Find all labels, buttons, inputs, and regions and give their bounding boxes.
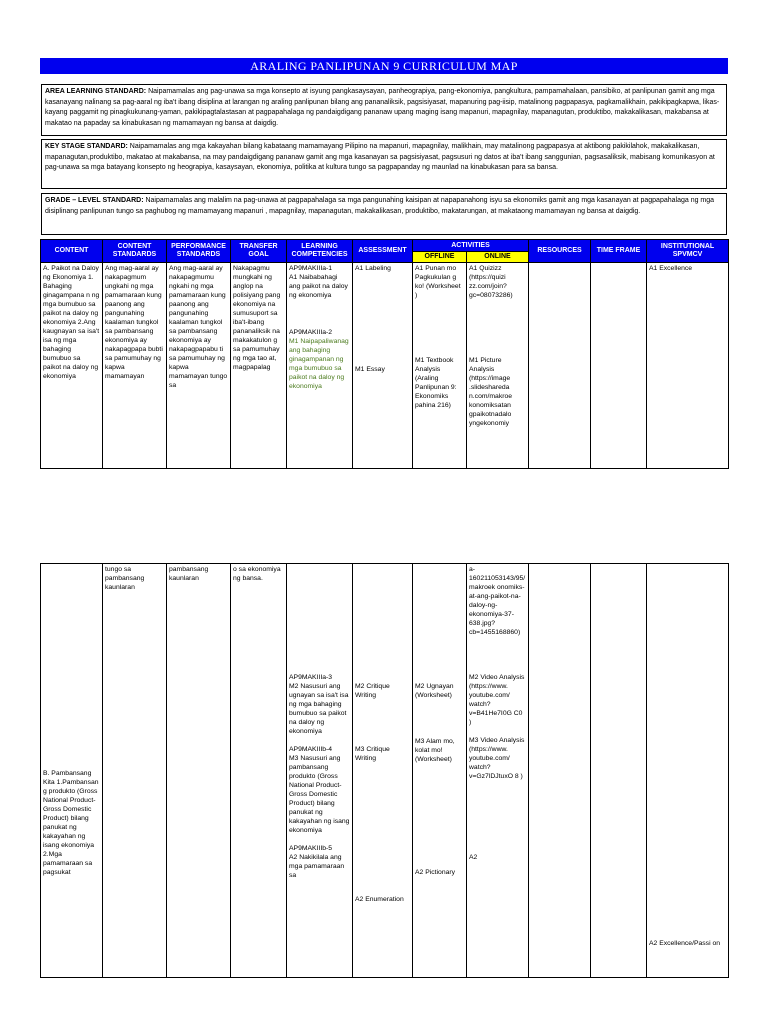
cell-offline (413, 564, 467, 978)
key-stage-standard (41, 139, 727, 189)
offline-activity: A1 Punan mo Pagkukulan g ko! (Worksheet ) (415, 265, 461, 299)
online-activity: A2 (469, 854, 478, 861)
institutional-value: A2 Excellence/Passi on (649, 940, 721, 947)
lc-text: M1 Naipapaliwanag ang bahaging ginagampanan ng mga bumubuo sa paikot na daloy ng ekonomiya (289, 338, 349, 390)
lc-text: A2 Nakikilala ang mga pamamaraan sa (289, 854, 345, 879)
lc-code: AP9MAKIIIa-1 (289, 265, 333, 272)
cell-performance-standards: Ang mag-aaral ay nakapagmumu ngkahi ng mga pamamaraan kung paanong ang pangunahing kaalaman tungkol sa pambansang ekonomiya ay nakapagpapabu ti sa pamumuhay ng kapwa mamamayan tungo sa (167, 263, 231, 469)
header-online: ONLINE (467, 252, 529, 263)
grade-level-text: Naipamamalas ang malalim na pag-unawa at pagpapahalaga sa mga pangunahing kaisipan at napapanahong isyu sa ekonomiks gamit ang mga kasanayan at pagpapahalaga ng mga disiplinang panlipunan tungo sa paghubog ng mamamayang mapanuri , mapagnilay, mapanagutan, makakalikasan, produktibo, makatarungan, at makataong mamamayan ng bansa at daigdig. (45, 197, 715, 215)
online-activity[interactable]: M2 Video Analysis (https://www. youtube.com/ watch? v=B41He7I0G C0 ) (469, 674, 525, 726)
cell-institutional: A1 Excellence (647, 263, 729, 469)
assessment-item: M3 Critique Writing (355, 746, 390, 762)
cell-transfer-goal: o sa ekonomiya ng bansa. (231, 564, 287, 978)
offline-activity: M1 Textbook Analysis (Araling Panlipunan 9: Ekonomiks pahina 216) (415, 357, 457, 409)
grade-level-label: GRADE – LEVEL STANDARD: (45, 197, 144, 204)
cell-time-frame (591, 263, 647, 469)
cell-time-frame (591, 564, 647, 978)
lc-code: AP9MAKIIIb-5 (289, 845, 333, 852)
cell-resources (529, 564, 591, 978)
header-performance-standards: PERFORMANCE STANDARDS (167, 240, 231, 263)
offline-activity: M2 Ugnayan (Worksheet) (415, 683, 454, 699)
cell-assessment (353, 564, 413, 978)
curriculum-table-part-2 (40, 563, 729, 978)
cell-content (41, 564, 103, 978)
cell-content-standards: Ang mag-aaral ay nakapagmum ungkahi ng mga pamamaraan kung paanong ang pangunahing kaalaman tungkol sa pambansang ekonomiya ay nakapagpapa bubti sa pamumuhay ng kapwa mamamayan (103, 263, 167, 469)
assessment-item: A2 Enumeration (355, 896, 404, 903)
online-activity[interactable]: M3 Video Analysis (https://www. youtube.com/ watch? v=Gz7lDJtuxO 8 ) (469, 737, 525, 780)
assessment-item: M1 Essay (355, 366, 385, 373)
offline-activity: A2 Pictionary (415, 869, 456, 876)
cell-offline (413, 263, 467, 469)
header-content: CONTENT (41, 240, 103, 263)
header-learning-competencies: LEARNING COMPETENCIES (287, 240, 353, 263)
header-resources: RESOURCES (529, 240, 591, 263)
assessment-item: M2 Critique Writing (355, 683, 390, 699)
header-content-standards: CONTENT STANDARDS (103, 240, 167, 263)
cell-online (467, 564, 529, 978)
lc-text: M3 Nasusuri ang pambansang produkto (Gross National Product-Gross Domestic Product) bilang panukat ng kakayahan ng isang ekonomiya (289, 755, 350, 834)
header-activities: ACTIVITIES (413, 240, 529, 252)
key-stage-label: KEY STAGE STANDARD: (45, 143, 128, 150)
online-activity[interactable]: M1 Picture Analysis (https://image .slideshareda n.com/makroe konomiksatan gpaikotnadalo yngekonomiy (469, 357, 513, 427)
offline-activity: M3 Alam mo, kolat mo! (Worksheet) (415, 738, 455, 763)
area-standard-label: AREA LEARNING STANDARD: (45, 88, 147, 95)
grade-level-standard (41, 193, 727, 235)
online-activity[interactable]: A1 Quizizz (https://quizi zz.com/join? gc=08073286) (469, 265, 513, 299)
cell-transfer-goal: Nakapagmu mungkahi ng anglop na polisiyang pang ekonomiya na sumusuport sa iba't-ibang pananaliksik na makakatulon g sa pamumuhay ng mga tao at, magpapalag (231, 263, 287, 469)
header-offline: OFFLINE (413, 252, 467, 263)
header-institutional: INSTITUTIONAL SPVMCV (647, 240, 729, 263)
key-stage-text: Naipamamalas ang mga kakayahan bilang kabataang mamamayang Pilipino na mapanuri, mapagnilay, malikhain, may matalinong pagpapasya at aktibong pakikilahok, makakalikasan, mapanagutan,produktibo, makatao at makabansa, na may pandaigdigang pananaw gamit ang mga kasanayan sa pagsisiyasat, pagsusuri ng datos at iba't ibang sanggunian, pagsasaliksik, mabisang komunikasyon at pag-unawa sa mga batayang konsepto ng heograpiya, kasaysayan, ekonomiya, politika at kultura tungo sa pagpapanday ng maunlad na kinabukasan para sa bansa. (45, 143, 715, 171)
area-standard-text: Naipamamalas ang pag-unawa sa mga konsepto at isyung pangkasaysayan, panheograpiya, pang-ekonomiya, pangkultura, pampamahalaan, pansibiko, at panlipunan gamit ang mga kasanayang nalinang sa pag-aaral ng iba't ibang disiplina at larangan ng araling panlipunan bilang ang pananaliksik, pagsisiyasat, mapanuring pag-iisip, matalinong pagpapasya, pagkamalikhain, pakikipagkapwa, likas-kayang paggamit ng pinagkukunang-yaman, pakikipagtalastasan at pagpapahalaga ng pandaigdigang pananaw upang maging isang mapanuri, mapagnilay, mapanagutan, produktibo, makakalikasan, makabansa at makatao na papaday sa kinabukasan ng mamamayan ng bansa at daigdig. (45, 88, 720, 127)
header-time-frame: TIME FRAME (591, 240, 647, 263)
cell-resources (529, 263, 591, 469)
cell-learning-competencies (287, 263, 353, 469)
cell-learning-competencies (287, 564, 353, 978)
lc-text: A1 Naibabahagi ang paikot na daloy ng ekonomiya (289, 274, 348, 299)
cell-content: A. Paikot na Daloy ng Ekonomiya 1. Bahaging ginagampana n ng mga bumubuo sa paikot na daloy ng ekonomiya 2.Ang kaugnayan sa isa't isa ng mga bahaging bumubuo sa paikot na daloy ng ekonomiya (41, 263, 103, 469)
cell-performance-standards: pambansang kaunlaran (167, 564, 231, 978)
cell-content-standards: tungo sa pambansang kaunlaran (103, 564, 167, 978)
assessment-item: A1 Labeling (355, 265, 391, 272)
area-learning-standard (41, 84, 727, 136)
cell-online (467, 263, 529, 469)
lc-code: AP9MAKIIIa-3 (289, 674, 333, 681)
header-assessment: ASSESSMENT (353, 240, 413, 263)
curriculum-table-part-1 (40, 239, 729, 469)
cell-institutional (647, 564, 729, 978)
page-title: ARALING PANLIPUNAN 9 CURRICULUM MAP (40, 58, 728, 74)
lc-code: AP9MAKIIIa-2 (289, 329, 333, 336)
lc-text: M2 Nasusuri ang ugnayan sa isa't isa ng mga bahaging bumubuo sa paikot na daloy ng ekonomiya (289, 683, 349, 735)
cell-assessment (353, 263, 413, 469)
content-text: B. Pambansang Kita 1.Pambansan g produkto (Gross National Product-Gross Domestic Product) bilang panukat ng kakayahan ng isang ekonomiya 2.Mga pamamaraan sa pagsukat (43, 770, 99, 876)
header-transfer-goal: TRANSFER GOAL (231, 240, 287, 263)
online-link-continued[interactable]: a-160211053143/95/makroek onomiks-at-ang-paikot-na-daloy-ng-ekonomiya-37-638.jpg?cb=1455168860) (469, 566, 526, 636)
lc-code: AP9MAKIIIb-4 (289, 746, 333, 753)
